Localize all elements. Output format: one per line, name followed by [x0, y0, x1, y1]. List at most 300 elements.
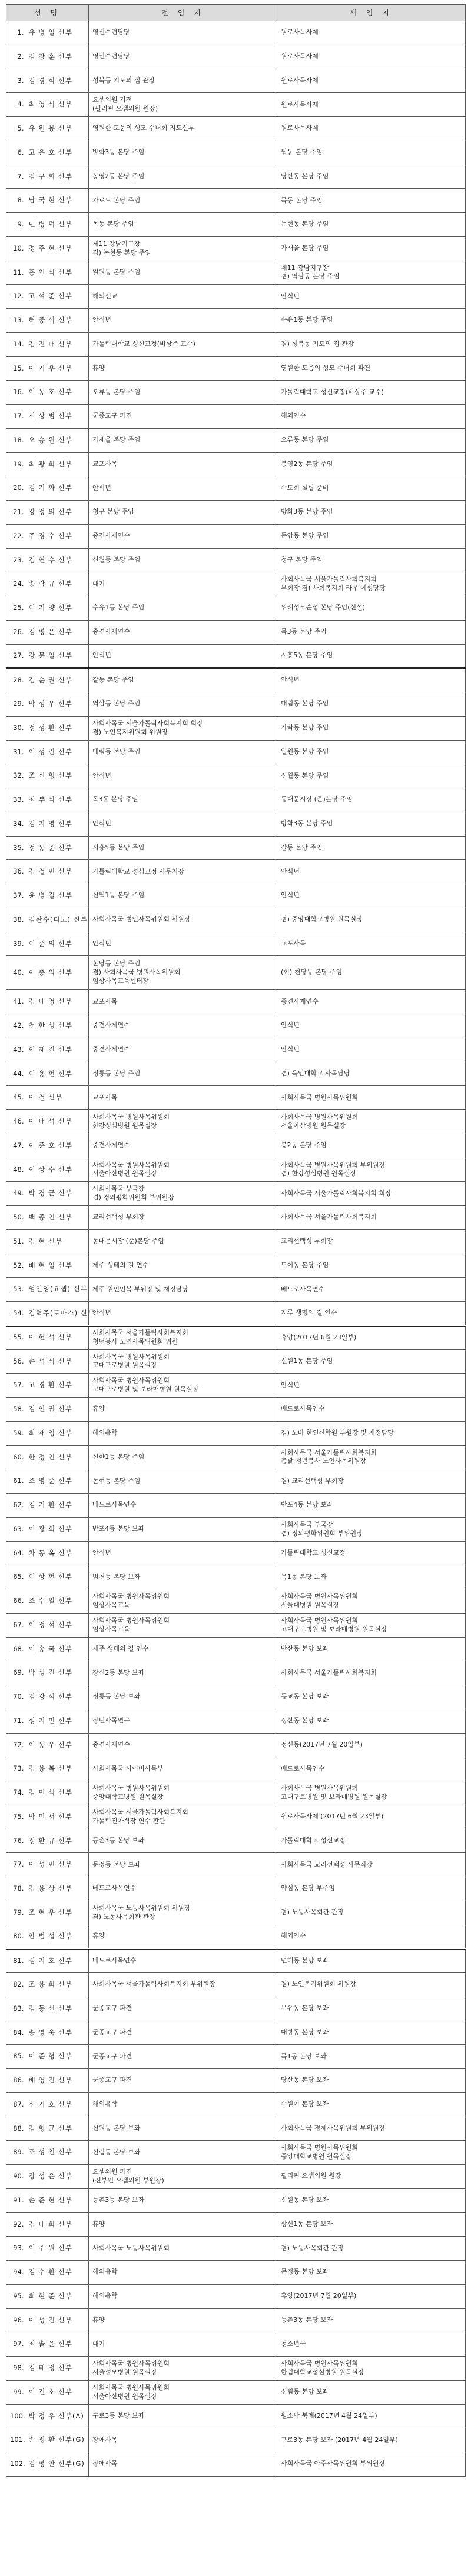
new-post: 안식년 — [277, 668, 466, 692]
new-post: 갈동 본당 주임 — [277, 836, 466, 860]
table-row — [6, 2332, 466, 2357]
priest-name: 오 승 원 신부 — [26, 428, 89, 452]
new-post: 목1동 본당 보좌 — [277, 1565, 466, 1589]
new-post: 대방동 본당 보좌 — [277, 2021, 466, 2045]
new-post: 당산동 본당 주임 — [277, 165, 466, 189]
new-post: 사회사목국 병원사목위원회 부위원장 겸) 한강성심병원 원목실장 — [277, 1158, 466, 1182]
table-row — [6, 285, 466, 309]
row-number: 68. — [6, 1637, 26, 1661]
new-post: 사회사목국 부국장 겸) 정의평화위원회 부위원장 — [277, 1517, 466, 1541]
table-header-row — [6, 5, 466, 21]
row-number: 101. — [6, 2428, 26, 2452]
priest-name: 주 경 수 신부 — [26, 524, 89, 548]
new-post: 원로사목사제 — [277, 93, 466, 117]
row-number: 35. — [6, 836, 26, 860]
table-row — [6, 1589, 466, 1614]
row-number: 73. — [6, 1757, 26, 1781]
priest-name: 이 준 의 신부 — [26, 932, 89, 956]
previous-post: 사회사목국 병원사목위원회 서울성모병원 원목실장 — [89, 2357, 277, 2381]
table-row — [6, 2212, 466, 2237]
priest-name: 김 기 화 신부 — [26, 476, 89, 501]
table-row — [6, 356, 466, 381]
previous-post: 베드로사목연수 — [89, 1949, 277, 1973]
row-number: 55. — [6, 1325, 26, 1349]
header-name: 성 명 — [6, 5, 89, 21]
priest-name: 박 정 우 신부(A) — [26, 2404, 89, 2428]
priest-name: 최 부 식 신부 — [26, 788, 89, 812]
row-number: 74. — [6, 1781, 26, 1805]
priest-name: 손 준 현 신부 — [26, 2188, 89, 2212]
appointment-group — [6, 668, 466, 1326]
priest-name: 조 신 형 신부 — [26, 764, 89, 788]
priest-name: 허 중 식 신부 — [26, 309, 89, 333]
new-post: 가재울 본당 주임 — [277, 236, 466, 261]
row-number: 71. — [6, 1709, 26, 1733]
row-number: 41. — [6, 990, 26, 1014]
table-row — [6, 117, 466, 141]
table-row — [6, 788, 466, 812]
row-number: 86. — [6, 2069, 26, 2093]
table-row — [6, 21, 466, 45]
row-number: 27. — [6, 644, 26, 668]
row-number: 62. — [6, 1494, 26, 1518]
row-number: 88. — [6, 2117, 26, 2141]
priest-name: 이 송 국 신부 — [26, 1637, 89, 1661]
row-number: 85. — [6, 2045, 26, 2069]
row-number: 40. — [6, 956, 26, 990]
new-post: 겸) 노동사목회관 관장 — [277, 1901, 466, 1925]
table-row — [6, 1517, 466, 1541]
priest-name: 이 기 양 신부 — [26, 596, 89, 621]
table-row — [6, 261, 466, 285]
previous-post: 사회사목국 서울가톨릭사회복지회 부위원장 — [89, 1973, 277, 1997]
new-post: 원로사목사제 — [277, 21, 466, 45]
table-row — [6, 476, 466, 501]
row-number: 8. — [6, 189, 26, 213]
previous-post: 교포사목 — [89, 1086, 277, 1110]
header-previous-post: 전 임 지 — [89, 5, 277, 21]
new-post: 신월동 본당 주임 — [277, 764, 466, 788]
table-row — [6, 213, 466, 237]
priest-name: 이 성 민 신부 — [26, 1853, 89, 1877]
previous-post: 중견사제연수 — [89, 1733, 277, 1757]
priest-name: 이 주 원 신부 — [26, 2237, 89, 2261]
table-row — [6, 1661, 466, 1685]
row-number: 66. — [6, 1589, 26, 1614]
priest-name: 유 병 일 신부 — [26, 21, 89, 45]
previous-post: 성북동 기도의 집 관장 — [89, 69, 277, 93]
priest-name: 차 동 옥 신부 — [26, 1541, 89, 1565]
row-number: 28. — [6, 668, 26, 692]
new-post: 겸) 노동사목회관 관장 — [277, 2237, 466, 2261]
new-post: 원소낙 북례(2017년 4월 24일부) — [277, 2404, 466, 2428]
priest-name: 김 평 은 신부 — [26, 620, 89, 644]
new-post: 겸) 성북동 기도의 집 관장 — [277, 332, 466, 356]
table-row — [6, 2069, 466, 2093]
table-row — [6, 1158, 466, 1182]
priest-name: 이 상 수 신부 — [26, 1158, 89, 1182]
row-number: 61. — [6, 1469, 26, 1494]
table-row — [6, 2357, 466, 2381]
table-row — [6, 1853, 466, 1877]
new-post: 방화3동 본당 주임 — [277, 501, 466, 525]
row-number: 47. — [6, 1134, 26, 1158]
new-post: 겸) 교리선택성 부회장 — [277, 1469, 466, 1494]
row-number: 63. — [6, 1517, 26, 1541]
priest-name: 배 현 일 신부 — [26, 1254, 89, 1278]
row-number: 100. — [6, 2404, 26, 2428]
table-row — [6, 1685, 466, 1709]
table-row — [6, 908, 466, 932]
new-post: 원로사목사제 (2017년 6월 23일부) — [277, 1805, 466, 1829]
new-post: 정산동 본당 보좌 — [277, 1709, 466, 1733]
new-post: 필리핀 요셉의원 원장 — [277, 2165, 466, 2189]
new-post: 봉영2동 본당 주임 — [277, 452, 466, 476]
table-row — [6, 93, 466, 117]
new-post: 가톨릭대학교 성신교정 — [277, 1829, 466, 1853]
previous-post: 정릉동 본당 주임 — [89, 1062, 277, 1086]
new-post: 수도회 설립 준비 — [277, 476, 466, 501]
previous-post: 신한1동 본당 주임 — [89, 1445, 277, 1469]
row-number: 11. — [6, 261, 26, 285]
table-row — [6, 2380, 466, 2404]
table-row — [6, 1541, 466, 1565]
new-post: 지루 생명의 길 연수 — [277, 1302, 466, 1326]
previous-post: 장애사목 — [89, 2428, 277, 2452]
previous-post: 제주 생태의 길 연수 — [89, 1254, 277, 1278]
row-number: 84. — [6, 2021, 26, 2045]
new-post: 목3동 본당 주임 — [277, 620, 466, 644]
new-post: 사회사목국 병원사목위원회 고대구로병원 및 보라매병원 원목실장 — [277, 1781, 466, 1805]
table-row — [6, 812, 466, 836]
priest-name: 배 영 진 신부 — [26, 2069, 89, 2093]
previous-post: 휴양 — [89, 2308, 277, 2332]
row-number: 77. — [6, 1853, 26, 1877]
table-row — [6, 1302, 466, 1326]
priest-name: 정 주 현 신부 — [26, 236, 89, 261]
new-post: 동대문시장 (준)본당 주임 — [277, 788, 466, 812]
new-post: 사회사목국 경제사목위원회 부위원장 — [277, 2117, 466, 2141]
row-number: 34. — [6, 812, 26, 836]
table-row — [6, 1637, 466, 1661]
priest-name: 김 창 훈 신부 — [26, 45, 89, 69]
table-row — [6, 1421, 466, 1445]
previous-post: 일원동 본당 주임 — [89, 261, 277, 285]
row-number: 3. — [6, 69, 26, 93]
row-number: 81. — [6, 1949, 26, 1973]
priest-name: 조 성 천 신부 — [26, 2141, 89, 2165]
table-row — [6, 2165, 466, 2189]
new-post: 등촌3동 본당 보좌 — [277, 2308, 466, 2332]
priest-name: 고 경 환 신부 — [26, 1374, 89, 1398]
previous-post: 사회사목국 노동사목위원회 — [89, 2237, 277, 2261]
table-row — [6, 405, 466, 429]
table-row — [6, 2261, 466, 2285]
new-post: 대림동 본당 주임 — [277, 692, 466, 717]
previous-post: 사회사목국 범인사목위원회 위원장 — [89, 908, 277, 932]
priest-name: 정 환 규 신부 — [26, 1829, 89, 1853]
previous-post: 신월동 본당 주임 — [89, 548, 277, 572]
table-row — [6, 1494, 466, 1518]
previous-post: 대기 — [89, 2332, 277, 2357]
previous-post: 사회사목국 병원사목위원회 한강성심병원 원목실장 — [89, 1110, 277, 1134]
row-number: 29. — [6, 692, 26, 717]
table-row — [6, 860, 466, 884]
new-post: 원로사목사제 — [277, 69, 466, 93]
row-number: 26. — [6, 620, 26, 644]
row-number: 56. — [6, 1349, 26, 1374]
table-row — [6, 2021, 466, 2045]
row-number: 14. — [6, 332, 26, 356]
priest-name: 이 철 신부 — [26, 1086, 89, 1110]
priest-name: 최 재 영 신부 — [26, 1421, 89, 1445]
previous-post: 가톨릭대학교 성신교정(비상주 교수) — [89, 332, 277, 356]
table-row — [6, 1062, 466, 1086]
table-row — [6, 668, 466, 692]
row-number: 54. — [6, 1302, 26, 1326]
priest-name: 최 현 준 신부 — [26, 2284, 89, 2308]
new-post: 신원동 본당 보좌 — [277, 2188, 466, 2212]
priest-name: 이 태 석 신부 — [26, 1110, 89, 1134]
new-post: 방화3동 본당 주임 — [277, 812, 466, 836]
new-post: 신림동 본당 보좌 — [277, 2380, 466, 2404]
previous-post: 신원동 본당 보좌 — [89, 2117, 277, 2141]
previous-post: 가톨릭대학교 성심교정 사무처장 — [89, 860, 277, 884]
row-number: 59. — [6, 1421, 26, 1445]
row-number: 4. — [6, 93, 26, 117]
table-row — [6, 1901, 466, 1925]
previous-post: 제주 생태의 길 연수 — [89, 1637, 277, 1661]
priest-name: 서 상 범 신부 — [26, 405, 89, 429]
new-post: 청구 본당 주임 — [277, 548, 466, 572]
priest-name: 유 원 봉 신부 — [26, 117, 89, 141]
row-number: 90. — [6, 2165, 26, 2189]
priest-name: 정 동 준 신부 — [26, 836, 89, 860]
row-number: 23. — [6, 548, 26, 572]
row-number: 82. — [6, 1973, 26, 1997]
table-row — [6, 1949, 466, 1973]
priest-name: 남 국 현 신부 — [26, 189, 89, 213]
new-post: 수유1동 본당 주임 — [277, 309, 466, 333]
table-row — [6, 141, 466, 165]
table-row — [6, 1182, 466, 1206]
previous-post: 정릉동 본당 보좌 — [89, 1685, 277, 1709]
row-number: 89. — [6, 2141, 26, 2165]
row-number: 12. — [6, 285, 26, 309]
table-row — [6, 1805, 466, 1829]
priest-name: 박 성 우 신부 — [26, 692, 89, 717]
priest-name: 이 준 형 신부 — [26, 2045, 89, 2069]
previous-post: 휴양 — [89, 1398, 277, 1422]
priest-name: 이 상 현 신부 — [26, 1565, 89, 1589]
table-row — [6, 620, 466, 644]
table-row — [6, 332, 466, 356]
previous-post: 방화3동 본당 주임 — [89, 141, 277, 165]
row-number: 91. — [6, 2188, 26, 2212]
new-post: 사회사목국 병원사목위원회 고대구로병원 및 보라매병원 원목실장 — [277, 1613, 466, 1637]
new-post: 안식년 — [277, 860, 466, 884]
table-row — [6, 1014, 466, 1038]
new-post: 교리선택성 부회장 — [277, 1229, 466, 1254]
table-row — [6, 1206, 466, 1230]
row-number: 102. — [6, 2452, 26, 2477]
row-number: 39. — [6, 932, 26, 956]
priest-name: 김 대 희 신부 — [26, 2212, 89, 2237]
table-row — [6, 45, 466, 69]
new-post: 휴양(2017년 7월 20일부) — [277, 2284, 466, 2308]
new-post: 중견사제연수 — [277, 990, 466, 1014]
table-row — [6, 165, 466, 189]
previous-post: 청구 본당 주임 — [89, 501, 277, 525]
new-post: 오류동 본당 주임 — [277, 428, 466, 452]
priest-name: 조 용 희 신부 — [26, 1973, 89, 1997]
table-row — [6, 189, 466, 213]
previous-post: 사회사목국 병원사목위원회 서울아산병원 원목실장 — [89, 2380, 277, 2404]
previous-post: 사회사목국 병원사목위원회 임상사목교육 — [89, 1613, 277, 1637]
previous-post: 논현동 본당 주임 — [89, 1469, 277, 1494]
new-post: 원로사목사제 — [277, 45, 466, 69]
table-row — [6, 1613, 466, 1637]
new-post: 사회사목국 병원사목위원회 서울대병원 원목실장 — [277, 1589, 466, 1614]
new-post: 안식년 — [277, 1014, 466, 1038]
row-number: 16. — [6, 381, 26, 405]
table-row — [6, 1781, 466, 1805]
row-number: 93. — [6, 2237, 26, 2261]
new-post: 사회사목국 교리선택성 사무직장 — [277, 1853, 466, 1877]
new-post: 위례성모순성 본당 주임(신설) — [277, 596, 466, 621]
row-number: 18. — [6, 428, 26, 452]
new-post: 청소년국 — [277, 2332, 466, 2357]
table-row — [6, 501, 466, 525]
previous-post: 해외유학 — [89, 2284, 277, 2308]
new-post: 베드로사목연수 — [277, 1757, 466, 1781]
table-row — [6, 2188, 466, 2212]
row-number: 64. — [6, 1541, 26, 1565]
priest-name: 손 정 환 신부(G) — [26, 2428, 89, 2452]
row-number: 30. — [6, 716, 26, 740]
row-number: 87. — [6, 2092, 26, 2117]
priest-name: 김 용 상 신부 — [26, 1877, 89, 1901]
previous-post: 수유1동 본당 주임 — [89, 596, 277, 621]
new-post: 돈암동 본당 주임 — [277, 524, 466, 548]
previous-post: 안식년 — [89, 644, 277, 668]
header-new-post: 새 임 지 — [277, 5, 466, 21]
new-post: 사회사목국 서울가톨릭사회복지회 회장 — [277, 1182, 466, 1206]
appointment-group — [6, 21, 466, 668]
previous-post: 등촌3동 본당 보좌 — [89, 1829, 277, 1853]
priest-name: 조 영 준 신부 — [26, 1469, 89, 1494]
previous-post: 사회사목국 서울가톨릭사회복지회 회장 겸) 노인복지위원회 위원장 — [89, 716, 277, 740]
priest-name: 이 용 현 신부 — [26, 1062, 89, 1086]
table-row — [6, 740, 466, 764]
previous-post: 목3동 본당 주임 — [89, 788, 277, 812]
row-number: 25. — [6, 596, 26, 621]
table-row — [6, 1469, 466, 1494]
new-post: 정신동(2017년 7월 20일부) — [277, 1733, 466, 1757]
table-row — [6, 1349, 466, 1374]
priest-name: 송 락 규 신부 — [26, 572, 89, 596]
priest-name: 박 민 서 신부 — [26, 1805, 89, 1829]
table-row — [6, 69, 466, 93]
previous-post: 해외유학 — [89, 2092, 277, 2117]
priest-name: 이 기 우 신부 — [26, 356, 89, 381]
previous-post: 교리선택성 부회장 — [89, 1206, 277, 1230]
previous-post: 해외유학 — [89, 1421, 277, 1445]
previous-post: 가재울 본당 주임 — [89, 428, 277, 452]
priest-name: 송 영 욱 신부 — [26, 2021, 89, 2045]
table-row — [6, 836, 466, 860]
new-post: 사회사목국 서울가톨릭사회복지회 총괄 청년봉사 노인사목위원장 — [277, 1445, 466, 1469]
new-post: 무유동 본당 보좌 — [277, 1997, 466, 2021]
table-row — [6, 2404, 466, 2428]
previous-post: 베드로사목연수 — [89, 1494, 277, 1518]
table-row — [6, 2308, 466, 2332]
table-row — [6, 1829, 466, 1853]
table-row — [6, 1086, 466, 1110]
table-row — [6, 2237, 466, 2261]
row-number: 38. — [6, 908, 26, 932]
new-post: 도이동 본당 주임 — [277, 1254, 466, 1278]
previous-post: 오류동 본당 주임 — [89, 381, 277, 405]
new-post: 반포4동 본당 보좌 — [277, 1494, 466, 1518]
new-post: 사회사목국 서울가톨릭사회복지회 — [277, 1661, 466, 1685]
priest-name: 한 정 인 신부 — [26, 1445, 89, 1469]
table-row — [6, 1110, 466, 1134]
new-post: 반산동 본당 보좌 — [277, 1637, 466, 1661]
previous-post: 장신2동 본당 보좌 — [89, 1661, 277, 1685]
previous-post: 군종교구 파견 — [89, 405, 277, 429]
new-post: 시흥5동 본당 주임 — [277, 644, 466, 668]
previous-post: 가로도 본당 주임 — [89, 189, 277, 213]
previous-post: 대림동 본당 주임 — [89, 740, 277, 764]
table-row — [6, 2117, 466, 2141]
new-post: 구로3동 본당 보좌 (2017년 4월 24일부) — [277, 2428, 466, 2452]
row-number: 36. — [6, 860, 26, 884]
row-number: 17. — [6, 405, 26, 429]
table-row — [6, 1278, 466, 1302]
previous-post: 안식년 — [89, 309, 277, 333]
row-number: 94. — [6, 2261, 26, 2285]
previous-post: 장애사목 — [89, 2452, 277, 2477]
row-number: 80. — [6, 1925, 26, 1949]
previous-post: 베드로사목연수 — [89, 1877, 277, 1901]
previous-post: 사회사목국 부국장 겸) 정의평화위원회 부위원장 — [89, 1182, 277, 1206]
previous-post: 군종교구 파견 — [89, 1997, 277, 2021]
new-post: 동교동 본당 보좌 — [277, 1685, 466, 1709]
row-number: 37. — [6, 884, 26, 908]
previous-post: 사회사목국 병원사목위원회 고대구로병원 및 보라매병원 원목실장 — [89, 1374, 277, 1398]
new-post: 사회사목국 아주사목위원회 부위원장 — [277, 2452, 466, 2477]
previous-post: 안식년 — [89, 476, 277, 501]
row-number: 22. — [6, 524, 26, 548]
row-number: 24. — [6, 572, 26, 596]
table-row — [6, 692, 466, 717]
row-number: 75. — [6, 1805, 26, 1829]
previous-post: 구로3동 본당 보좌 — [89, 2404, 277, 2428]
row-number: 97. — [6, 2332, 26, 2357]
priest-name: 김 구 회 신부 — [26, 165, 89, 189]
priest-name: 김 기 환 신부 — [26, 1494, 89, 1518]
table-row — [6, 2284, 466, 2308]
previous-post: 안식년 — [89, 1302, 277, 1326]
priest-name: 김 진 태 신부 — [26, 332, 89, 356]
new-post: 겸) 육인대학교 사목담당 — [277, 1062, 466, 1086]
new-post: 사회사목국 병원사목위원회 서울아산병원 원목실장 — [277, 1110, 466, 1134]
priest-name: 이 성 린 신부 — [26, 740, 89, 764]
table-row — [6, 1229, 466, 1254]
table-row — [6, 1038, 466, 1062]
previous-post: 반포4동 본당 보좌 — [89, 1517, 277, 1541]
